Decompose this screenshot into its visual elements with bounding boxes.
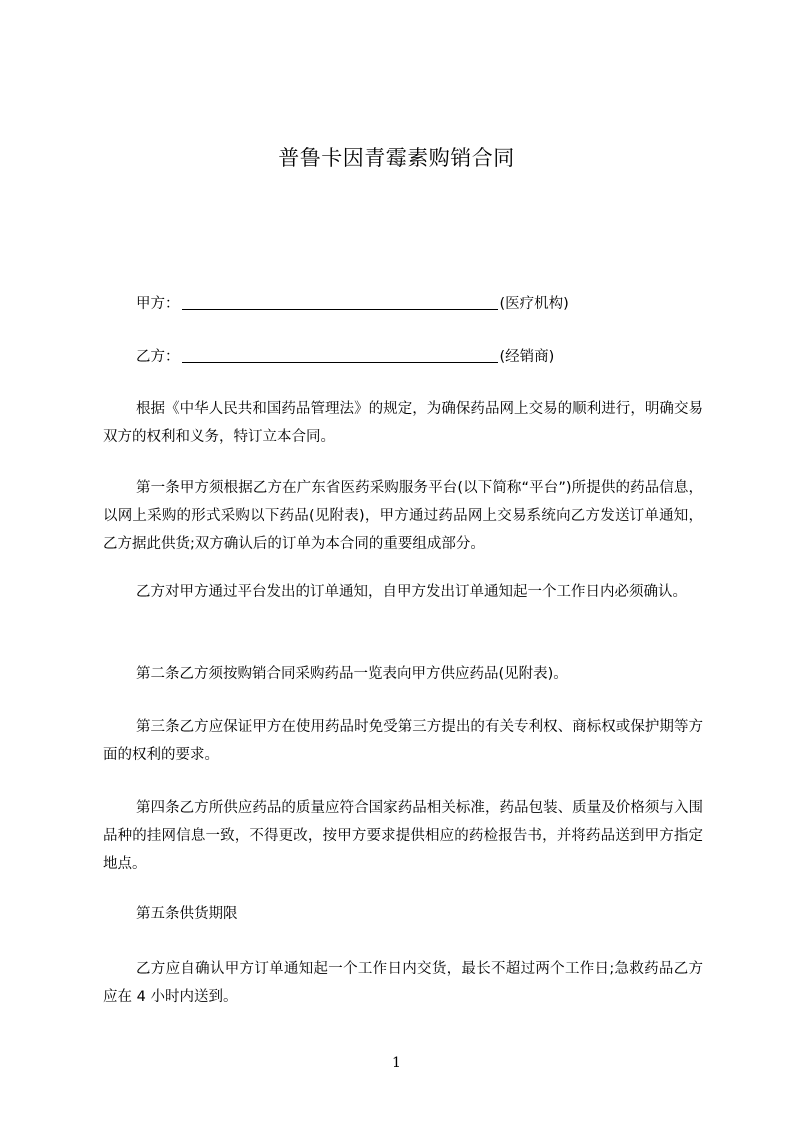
party-a-label: 甲方：: [136, 296, 180, 312]
party-b-line: [136, 345, 554, 366]
article-1-paragraph: 第一条甲方须根据乙方在广东省医药采购服务平台(以下简称“平台”)所提供的药品信息，以网上采购的形式采购以下药品(见附表)，甲方通过药品网上交易系统向乙方发送订单通知，乙方据此供货;双方确认后的订单为本合同的重要组成部分。: [103, 480, 703, 552]
preamble-paragraph: 根据《中华人民共和国药品管理法》的规定，为确保药品网上交易的顺利进行，明确交易双方的权利和义务，特订立本合同。: [103, 401, 703, 445]
party-a-line: [136, 292, 569, 313]
party-a-suffix: (医疗机构): [499, 296, 569, 312]
article-2-paragraph: 第二条乙方须按购销合同采购药品一览表向甲方供应药品(见附表)。: [136, 666, 568, 682]
page-number: 1: [392, 1055, 401, 1071]
party-a-blank: [182, 308, 498, 310]
party-b-blank: [182, 361, 498, 363]
article-4-paragraph: 第四条乙方所供应药品的质量应符合国家药品相关标准，药品包装、质量及价格须与入围品种的挂网信息一致，不得更改，按甲方要求提供相应的药检报告书，并将药品送到甲方指定地点。: [103, 800, 703, 872]
article-1-confirmation-paragraph: 乙方对甲方通过平台发出的订单通知，自甲方发出订单通知起一个工作日内必须确认。: [136, 584, 687, 600]
party-b-suffix: (经销商): [499, 349, 555, 365]
article-5-heading: 第五条供货期限: [136, 906, 238, 922]
contract-title: 普鲁卡因青霉素购销合同: [278, 146, 515, 170]
article-5-paragraph: 乙方应自确认甲方订单通知起一个工作日内交货，最长不超过两个工作日;急救药品乙方应在 4 小时内送到。: [103, 961, 703, 1005]
article-3-paragraph: 第三条乙方应保证甲方在使用药品时免受第三方提出的有关专利权、商标权或保护期等方面的权利的要求。: [103, 719, 703, 763]
party-b-label: 乙方：: [136, 349, 180, 365]
